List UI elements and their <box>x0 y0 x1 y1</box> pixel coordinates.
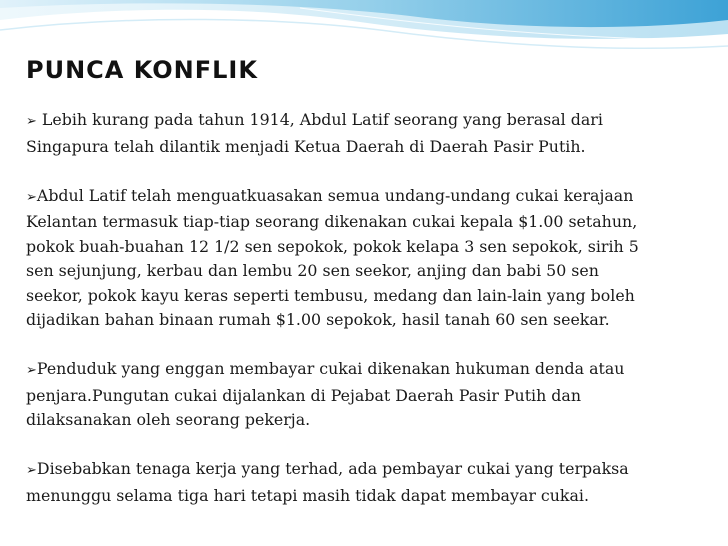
paragraph-text: Disebabkan tenaga kerja yang terhad, ada pembayar cukai yang terpaksa menunggu selama tiga hari tetapi masih tidak dapat membayar cukai. <box>26 459 629 505</box>
paragraph-text: Penduduk yang enggan membayar cukai dikenakan hukuman denda atau penjara.Pungutan cukai dijalankan di Pejabat Daerah Pasir Putih dan dilaksanakan oleh seorang pekerja. <box>26 359 625 429</box>
arrow-bullet-icon: ➢ <box>26 189 37 205</box>
header-wave-decoration <box>0 0 728 60</box>
slide-content <box>26 108 716 533</box>
arrow-bullet-icon: ➢ <box>26 114 37 129</box>
bullet-paragraph-3 <box>26 357 716 433</box>
bullet-paragraph-4 <box>26 457 716 508</box>
bullet-paragraph-1 <box>26 108 716 159</box>
arrow-bullet-icon: ➢ <box>26 463 37 478</box>
arrow-bullet-icon: ➢ <box>26 363 37 378</box>
slide-title: PUNCA KONFLIK <box>26 56 258 84</box>
paragraph-text: Lebih kurang pada tahun 1914, Abdul Latif seorang yang berasal dari Singapura telah dilantik menjadi Ketua Daerah di Daerah Pasir Putih. <box>26 110 603 156</box>
paragraph-text: Abdul Latif telah menguatkuasakan semua undang-undang cukai kerajaan Kelantan termasuk tiap-tiap seorang dikenakan cukai kepala $1.00 setahun, pokok buah-buahan 12 1/2 sen sepokok, pokok kelapa 3 sen sepokok, sirih 5 sen sejunjung, kerbau dan lembu 20 sen seekor, anjing dan babi 50 sen seekor, pokok kayu keras seperti tembusu, medang dan lain-lain yang boleh dijadikan bahan binaan rumah $1.00 sepokok, hasil tanah 60 sen seekar. <box>26 185 639 329</box>
bullet-paragraph-2 <box>26 184 716 333</box>
